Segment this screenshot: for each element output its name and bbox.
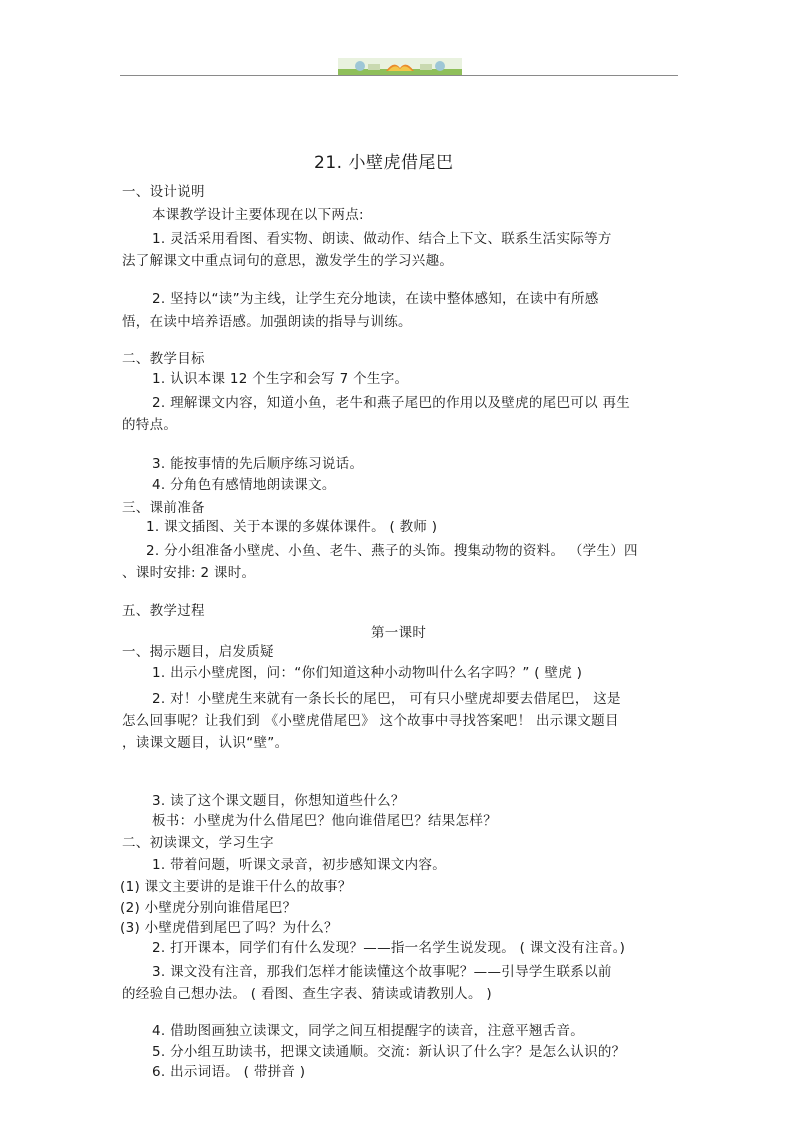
section-heading: 一、设计说明	[122, 184, 205, 200]
paragraph-line: 悟，在读中培养语感。加强朗读的指导与训练。	[122, 314, 412, 330]
list-item: 5. 分小组互助读书，把课文读通顺。交流：新认识了什么字？是怎么认识的？	[152, 1044, 626, 1060]
paragraph-line: 、课时安排: 2 课时。	[122, 565, 256, 581]
list-item: 2. 分小组准备小壁虎、小鱼、老牛、燕子的头饰。搜集动物的资料。 （学生）四	[146, 543, 638, 559]
list-item: 1. 带着问题，听课文录音，初步感知课文内容。	[152, 857, 447, 873]
paragraph-line: 法了解课文中重点词句的意思，激发学生的学习兴趣。	[122, 253, 454, 269]
list-item: (2) 小壁虎分别向谁借尾巴？	[120, 900, 297, 916]
section-heading: 二、初读课文，学习生字	[122, 835, 274, 851]
paragraph-line: 2. 坚持以“读”为主线，让学生充分地读，在读中整体感知，在读中有所感	[152, 291, 599, 307]
list-item: 4. 借助图画独立读课文，同学之间互相提醒字的读音，注意平翘舌音。	[152, 1023, 585, 1039]
list-item: 3. 读了这个课文题目，你想知道些什么？	[152, 793, 405, 809]
list-item: 1. 课文插图、关于本课的多媒体课件。 ( 教师 )	[146, 519, 438, 535]
paragraph-line: 怎么回事呢？让我们到 《小壁虎借尾巴》 这个故事中寻找答案吧！ 出示课文题目	[122, 713, 619, 729]
paragraph-line: 的特点。	[122, 417, 178, 433]
section-heading: 五、教学过程	[122, 603, 205, 619]
section-heading: 二、教学目标	[122, 351, 205, 367]
paragraph-line: 本课教学设计主要体现在以下两点:	[152, 207, 364, 223]
subsection-title: 第一课时	[371, 625, 427, 641]
list-item: 2. 理解课文内容，知道小鱼，老牛和燕子尾巴的作用以及壁虎的尾巴可以 再生	[152, 395, 631, 411]
list-item: 1. 出示小壁虎图，问：“你们知道这种小动物叫什么名字吗？” ( 壁虎 )	[152, 665, 583, 681]
paragraph-line: ，读课文题目，认识“壁”。	[122, 735, 289, 751]
paragraph-line: 的经验自己想办法。 ( 看图、查生字表、猜读或请教别人。 )	[122, 986, 492, 1002]
page-title: 21. 小壁虎借尾巴	[314, 153, 454, 173]
section-heading: 一、揭示题目，启发质疑	[122, 644, 274, 660]
list-item: 2. 对！小壁虎生来就有一条长长的尾巴， 可有只小壁虎却要去借尾巴， 这是	[152, 691, 621, 707]
header-logo-image	[338, 58, 462, 75]
list-item: 4. 分角色有感情地朗读课文。	[152, 477, 336, 493]
list-item: 3. 能按事情的先后顺序练习说话。	[152, 456, 364, 472]
list-item: 3. 课文没有注音，那我们怎样才能读懂这个故事呢？——引导学生联系以前	[152, 964, 612, 980]
list-item: (1) 课文主要讲的是谁干什么的故事？	[120, 879, 352, 895]
list-item: 6. 出示词语。 ( 带拼音 )	[152, 1064, 306, 1080]
section-heading: 三、课前准备	[122, 500, 205, 516]
list-item: 2. 打开课本，同学们有什么发现？——指一名学生说发现。 ( 课文没有注音。)	[152, 940, 626, 956]
header-rule	[120, 75, 678, 76]
paragraph-line: 1. 灵活采用看图、看实物、朗读、做动作、结合上下文、联系生活实际等方	[152, 231, 612, 247]
list-item: (3) 小壁虎借到尾巴了吗？为什么？	[120, 920, 338, 936]
list-item: 1. 认识本课 12 个生字和会写 7 个生字。	[152, 371, 409, 387]
paragraph-line: 板书：小壁虎为什么借尾巴？他向谁借尾巴？结果怎样？	[152, 813, 497, 829]
